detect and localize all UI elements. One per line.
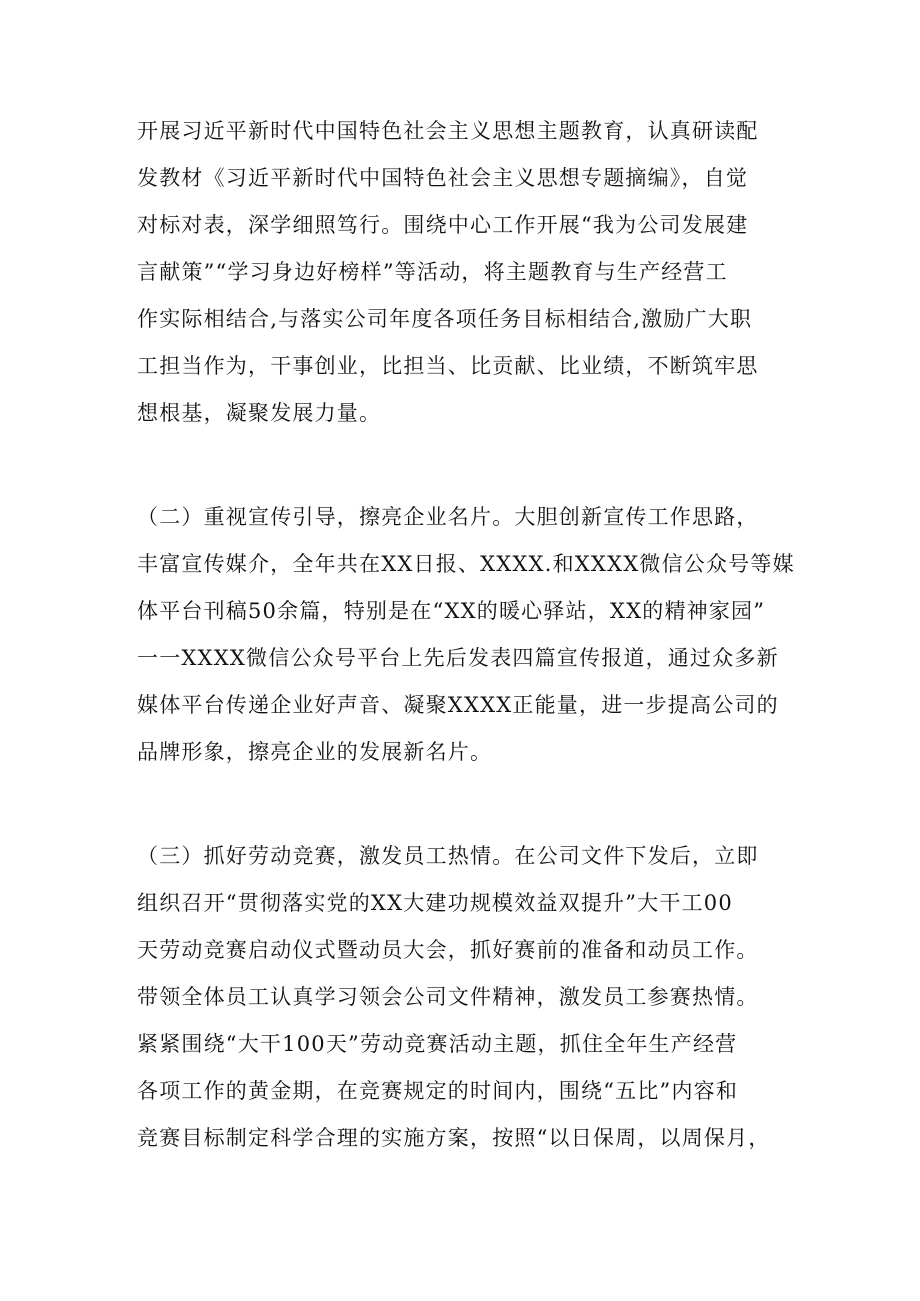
text-line: 媒体平台传递企业好声音、凝聚XXXX正能量，进一步提高公司的 — [137, 693, 779, 717]
text-line: （二）重视宣传引导，擦亮企业名片。大胆创新宣传工作思路， — [137, 505, 759, 529]
text-line: 竞赛目标制定科学合理的实施方案，按照“以日保周，以周保月， — [137, 1126, 771, 1150]
text-line: 紧紧围绕“大干100天”劳动竞赛活动主题，抓住全年生产经营 — [137, 1032, 738, 1056]
text-line: 言献策”“学习身边好榜样”等活动，将主题教育与生产经营工 — [137, 260, 728, 284]
text-line: 带领全体员工认真学习领会公司文件精神，激发员工参赛热情。 — [137, 985, 759, 1009]
text-line: 品牌形象，擦亮企业的发展新名片。 — [137, 740, 493, 764]
text-line: 天劳动竞赛启动仪式暨动员大会，抓好赛前的准备和动员工作。 — [137, 938, 759, 962]
document-body — [137, 108, 813, 1162]
text-line: （三）抓好劳动竞赛，激发员工热情。在公司文件下发后，立即 — [137, 844, 759, 868]
text-line: 一一XXXX微信公众号平台上先后发表四篇宣传报道，通过众多新 — [137, 646, 779, 670]
text-line: 丰富宣传媒介，全年共在XX日报、XXXX.和XXXX微信公众号等媒 — [137, 552, 795, 576]
text-line: 发教材《习近平新时代中国特色社会主义思想专题摘编》，自觉 — [137, 166, 749, 190]
text-line: 工担当作为，干事创业，比担当、比贡献、比业绩，不断筑牢思 — [137, 354, 759, 378]
paragraph-theme-education — [137, 108, 813, 437]
text-line: 想根基，凝聚发展力量。 — [137, 401, 382, 425]
text-line: 体平台刊稿50余篇，特别是在“XX的暖心驿站，XX的精神家园” — [137, 599, 766, 623]
text-line: 各项工作的黄金期，在竞赛规定的时间内，围绕“五比”内容和 — [137, 1079, 739, 1103]
paragraph-publicity — [137, 494, 813, 776]
text-line: 对标对表，深学细照笃行。围绕中心工作开展“我为公司发展建 — [137, 213, 749, 237]
text-line: 作实际相结合,与落实公司年度各项任务目标相结合,激励广大职 — [137, 307, 753, 331]
text-line: 组织召开“贯彻落实党的XX大建功规模效益双提升”大干工00 — [137, 891, 733, 915]
paragraph-labor-competition — [137, 833, 813, 1162]
text-line: 开展习近平新时代中国特色社会主义思想主题教育，认真研读配 — [137, 119, 759, 143]
